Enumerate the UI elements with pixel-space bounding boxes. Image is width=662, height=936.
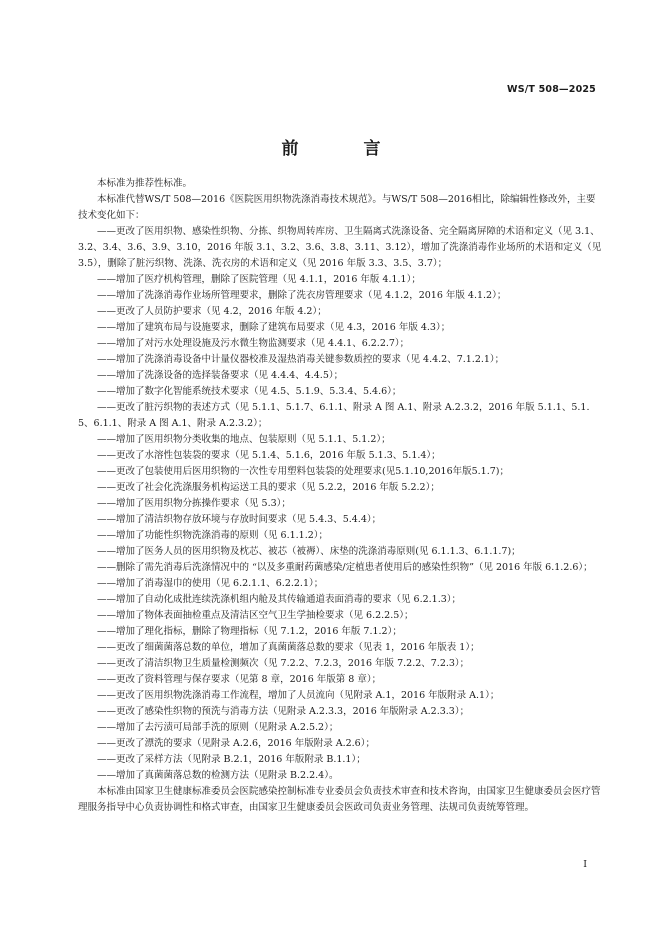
- change-item: ——增加了对污水处理设施及污水微生物监测要求（见 4.4.1、6.2.2.7）；: [97, 338, 410, 349]
- change-item: ——增加了医务人员的医用织物及枕芯、被芯（被褥）、床垫的洗涤消毒原则(见 6.1.1.3、6.1.1.7)；: [97, 546, 521, 557]
- change-item: ——更改了水溶性包装袋的要求（见 5.1.4、5.1.6，2016 年版 5.1.3、5.1.4）；: [97, 450, 441, 461]
- change-item: ——增加了医疗机构管理，删除了医院管理（见 4.1.1，2016 年版 4.1.1）；: [97, 274, 421, 285]
- change-item: ——更改了人员防护要求（见 4.2，2016 年版 4.2）；: [97, 306, 327, 317]
- change-item: ——增加了洗涤消毒作业场所管理要求，删除了洗衣房管理要求（见 4.1.2，2016 年版 4.1.2）；: [97, 290, 507, 301]
- change-item: ——更改了脏污织物的表述方式（见 5.1.1、5.1.7、6.1.1、附录 A 图 A.1、附录 A.2.3.2，2016 年版 5.1.1、5.1.5、6.1.1、附录 A 图 A.1、附录 A.2.3.2）；: [78, 402, 590, 429]
- change-item: ——增加了功能性织物洗涤消毒的原则（见 6.1.1.2）；: [97, 530, 329, 541]
- page-number: I: [583, 859, 587, 870]
- intro-paragraph: 本标准为推荐性标准。: [97, 178, 193, 189]
- standard-code: WS/T 508—2025: [507, 84, 596, 95]
- change-item: ——增加了清洁织物存放环境与存放时间要求（见 5.4.3、5.4.4）；: [97, 514, 382, 525]
- foreword-body: [78, 176, 604, 816]
- change-item: ——增加了医用织物分拣操作要求（见 5.3）；: [97, 498, 291, 509]
- change-item: ——增加了物体表面抽检重点及清洁区空气卫生学抽检要求（见 6.2.2.5）；: [97, 610, 414, 621]
- change-item: ——更改了清洁织物卫生质量检测频次（见 7.2.2、7.2.3，2016 年版 7.2.2、7.2.3）；: [97, 658, 470, 669]
- page-title: 前 言: [281, 139, 405, 159]
- change-item: ——增加了数字化智能系统技术要求（见 4.5、5.1.9、5.3.4、5.4.6）；: [97, 386, 402, 397]
- change-item: ——增加了消毒湿巾的使用（见 6.2.1.1、6.2.2.1）；: [97, 578, 324, 589]
- change-item: ——更改了漂洗的要求（见附录 A.2.6，2016 年版附录 A.2.6）；: [97, 738, 375, 749]
- change-item: ——增加了医用织物分类收集的地点、包装原则（见 5.1.1、5.1.2）；: [97, 434, 391, 445]
- change-item: ——更改了医用织物、感染性织物、分拣、织物周转库房、卫生隔离式洗涤设备、完全隔离屏障的术语和定义（见 3.1、3.2、3.4、3.6、3.9、3.10，2016 年版 3.1、3.2、3.6、3.8、3.11、3.12），增加了洗涤消毒作业场所的术语和定义（见 3.5），删除了脏污织物、洗涤、洗衣房的术语和定义（见 2016 年版 3.3、3.5、3.7）；: [78, 226, 602, 269]
- change-item: ——增加了去污渍可局部手洗的原则（见附录 A.2.5.2）；: [97, 722, 339, 733]
- changes-list: [78, 224, 604, 784]
- intro-paragraph: 本标准代替WS/T 508—2016《医院医用织物洗涤消毒技术规范》。与WS/T 508—2016相比，除编辑性修改外，主要技术变化如下：: [78, 194, 596, 221]
- change-item: ——更改了医用织物洗涤消毒工作流程，增加了人员流向（见附录 A.1，2016 年版附录 A.1）；: [97, 690, 500, 701]
- change-item: ——更改了感染性织物的预洗与消毒方法（见附录 A.2.3.3，2016 年版附录 A.2.3.3）；: [97, 706, 470, 717]
- change-item: ——增加了洗涤消毒设备中计量仪器校准及湿热消毒关键参数质控的要求（见 4.4.2、7.1.2.1）；: [97, 354, 505, 365]
- change-item: ——更改了细菌菌落总数的单位，增加了真菌菌落总数的要求（见表 1，2016 年版表 1）；: [97, 642, 480, 653]
- change-item: ——增加了洗涤设备的选择装备要求（见 4.4.4、4.4.5）；: [97, 370, 344, 381]
- change-item: ——增加了理化指标，删除了物理指标（见 7.1.2，2016 年版 7.1.2）；: [97, 626, 402, 637]
- change-item: ——更改了资料管理与保存要求（见第 8 章，2016 年版第 8 章）；: [97, 674, 382, 685]
- change-item: ——增加了建筑布局与设施要求，删除了建筑布局要求（见 4.3，2016 年版 4.3）；: [97, 322, 451, 333]
- change-item: ——更改了包装使用后医用织物的一次性专用塑料包装袋的处理要求(见5.1.10,2016年版5.1.7)；: [97, 466, 509, 477]
- closing-paragraph: 本标准由国家卫生健康标准委员会医院感染控制标准专业委员会负责技术审查和技术咨询，由国家卫生健康委员会医疗管理服务指导中心负责协调性和格式审查，由国家卫生健康委员会医政司负责业务管理、法规司负责统筹管理。: [78, 786, 601, 813]
- change-item: ——增加了真菌菌落总数的检测方法（见附录 B.2.2.4）。: [97, 770, 339, 781]
- change-item: ——增加了自动化成批连续洗涤机组内舱及其传输通道表面消毒的要求（见 6.2.1.3）；: [97, 594, 462, 605]
- change-item: ——更改了社会化洗涤服务机构运送工具的要求（见 5.2.2，2016 年版 5.2.2）；: [97, 482, 440, 493]
- change-item: ——删除了需先消毒后洗涤情况中的 “以及多重耐药菌感染/定植患者使用后的感染性织物”（见 2016 年版 6.1.2.6）；: [97, 562, 593, 573]
- change-item: ——更改了采样方法（见附录 B.2.1，2016 年版附录 B.1.1）；: [97, 754, 366, 765]
